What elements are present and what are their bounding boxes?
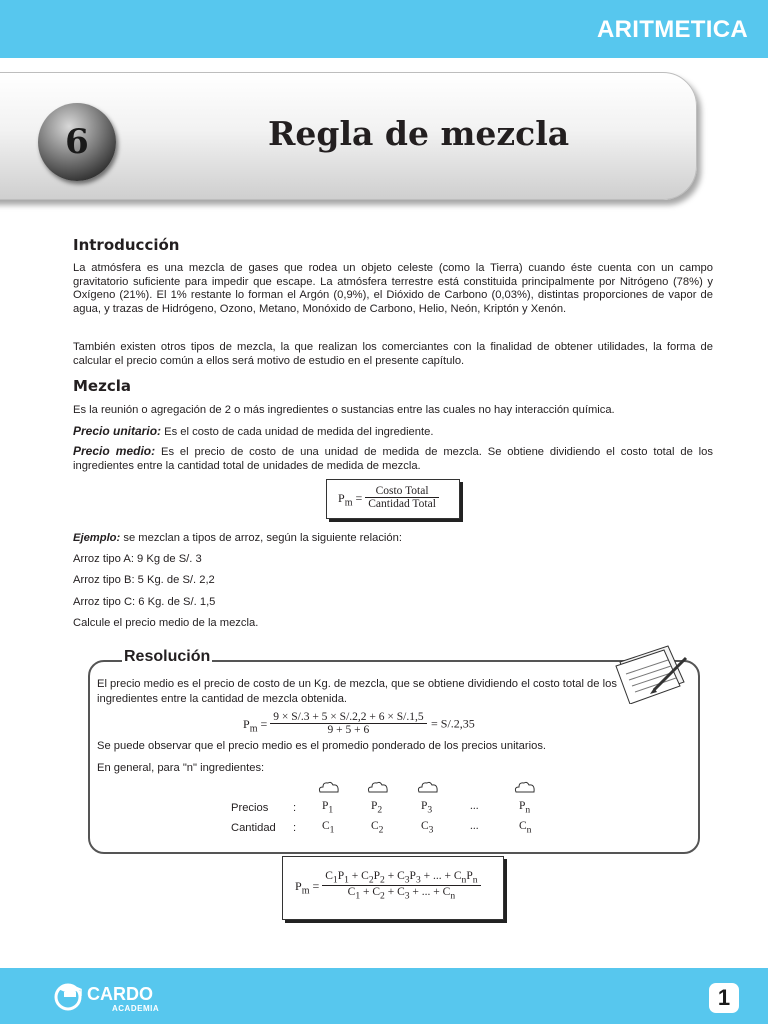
intro-paragraph-2: También existen otros tipos de mezcla, la que realizan los comerciantes con la finalidad de obtener utilidades, la forma de calcular el precio común a ellos será motivo de estudio en el presente capítulo. bbox=[73, 341, 713, 367]
mezcla-heading: Mezcla bbox=[73, 377, 131, 395]
quantity-label: Cantidad bbox=[231, 822, 276, 834]
brand-subtitle: ACADEMIA bbox=[112, 1004, 160, 1013]
intro-paragraph-1: La atmósfera es una mezcla de gases que rodea un objeto celeste (como la Tierra) cuando éste cuenta con un campo gravitatorio suficiente para impedir que escape. La atmósfera terrestre está constituida principalmente por Nitrógeno (78%) y Oxígeno (21%). El 1% restante lo forman el Argón (0,9%), el Dióxido de Carbono (0,03%), distintas proporciones de vapor de agua, y trazas de Hidrógeno, Ozono, Metano, Monóxido de Carbono, Helio, Neón, Kriptón y Xenón. bbox=[73, 262, 713, 315]
quantity-cell: ... bbox=[470, 820, 479, 832]
quantity-cell: $C_3$ bbox=[421, 820, 434, 836]
example-intro: Ejemplo: se mezclan a tipos de arroz, según la siguiente relación: bbox=[73, 532, 402, 544]
page-number: 1 bbox=[709, 983, 739, 1013]
prices-colon: : bbox=[293, 802, 297, 814]
price-cell: $P_n$ bbox=[519, 800, 531, 816]
mezcla-definition: Es la reunión o agregación de 2 o más ingredientes o sustancias entre las cuales no hay interacción química. bbox=[73, 404, 615, 416]
resolution-paragraph-3: En general, para "n" ingredientes: bbox=[97, 762, 265, 774]
subject-title: ARITMETICA bbox=[597, 16, 748, 43]
quantity-cell: $C_n$ bbox=[519, 820, 532, 836]
price-cell: ... bbox=[470, 800, 479, 812]
graduation-cap-logo-icon bbox=[52, 980, 86, 1012]
resolution-paragraph-2: Se puede observar que el precio medio es el promedio ponderado de los precios unitarios. bbox=[97, 740, 547, 752]
quantity-cell: $C_2$ bbox=[371, 820, 384, 836]
general-formula: $P_m$ = $\frac{C_1P_1 + C_2P_2 + C_3P_3 + ... + C_nP_n}{C_1 + C_2 + C_3 + ... + C_n}$ bbox=[295, 870, 481, 902]
example-item-b: Arroz tipo B: 5 Kg. de S/. 2,2 bbox=[73, 574, 215, 586]
chapter-title: Regla de mezcla bbox=[268, 114, 570, 153]
quantity-cell: $C_1$ bbox=[322, 820, 335, 836]
quantity-colon: : bbox=[293, 822, 297, 834]
cloud-icon bbox=[367, 781, 389, 793]
brand-name: CARDO bbox=[87, 984, 153, 1004]
example-question: Calcule el precio medio de la mezcla. bbox=[73, 617, 259, 629]
general-formula-numerator: $C_1P_1 + C_2P_2 + C_3P_3$ + ... + $C_nP_n$ bbox=[322, 870, 480, 886]
price-cell: $P_3$ bbox=[421, 800, 433, 816]
resolution-formula: $P_m$ = $\frac{9 \times S/.3 + 5 \times S/.2,2 + 6 \times S/.1,5}{9 + 5 + 6}$ = S/.2,35 bbox=[243, 711, 475, 736]
price-cell: $P_2$ bbox=[371, 800, 383, 816]
mean-price-formula: $P_m$ = $\frac{\text{Costo Total}}{\text{Cantidad Total}}$ bbox=[338, 485, 439, 510]
example-item-c: Arroz tipo C: 6 Kg. de S/. 1,5 bbox=[73, 596, 216, 608]
cloud-icon bbox=[318, 781, 340, 793]
general-formula-denominator: $C_1 + C_2 + C_3$ + ... + $C_n$ bbox=[347, 886, 456, 902]
unit-price-definition: Precio unitario: Es el costo de cada unidad de medida del ingrediente. bbox=[73, 424, 434, 438]
cloud-icon bbox=[514, 781, 536, 793]
chapter-number: 6 bbox=[65, 122, 89, 162]
price-cell: $P_1$ bbox=[322, 800, 334, 816]
resolution-label: Resolución bbox=[124, 648, 211, 665]
general-formula-box bbox=[282, 856, 504, 920]
prices-label: Precios bbox=[231, 802, 269, 814]
intro-heading: Introducción bbox=[73, 236, 180, 254]
mean-price-definition: Precio medio: Es el precio de costo de una unidad de medida de mezcla. Se obtiene dividiendo el costo total de los ingredientes entre la cantidad total de unidades de medida de mezcla. bbox=[73, 444, 713, 472]
mean-price-formula-box bbox=[326, 479, 460, 519]
example-item-a: Arroz tipo A: 9 Kg de S/. 3 bbox=[73, 553, 202, 565]
resolution-paragraph-1: El precio medio es el precio de costo de un Kg. de mezcla, que se obtiene dividiendo el costo total de los ingredientes entre la cantidad de mezcla obtenida. bbox=[97, 678, 617, 705]
cloud-icon bbox=[417, 781, 439, 793]
